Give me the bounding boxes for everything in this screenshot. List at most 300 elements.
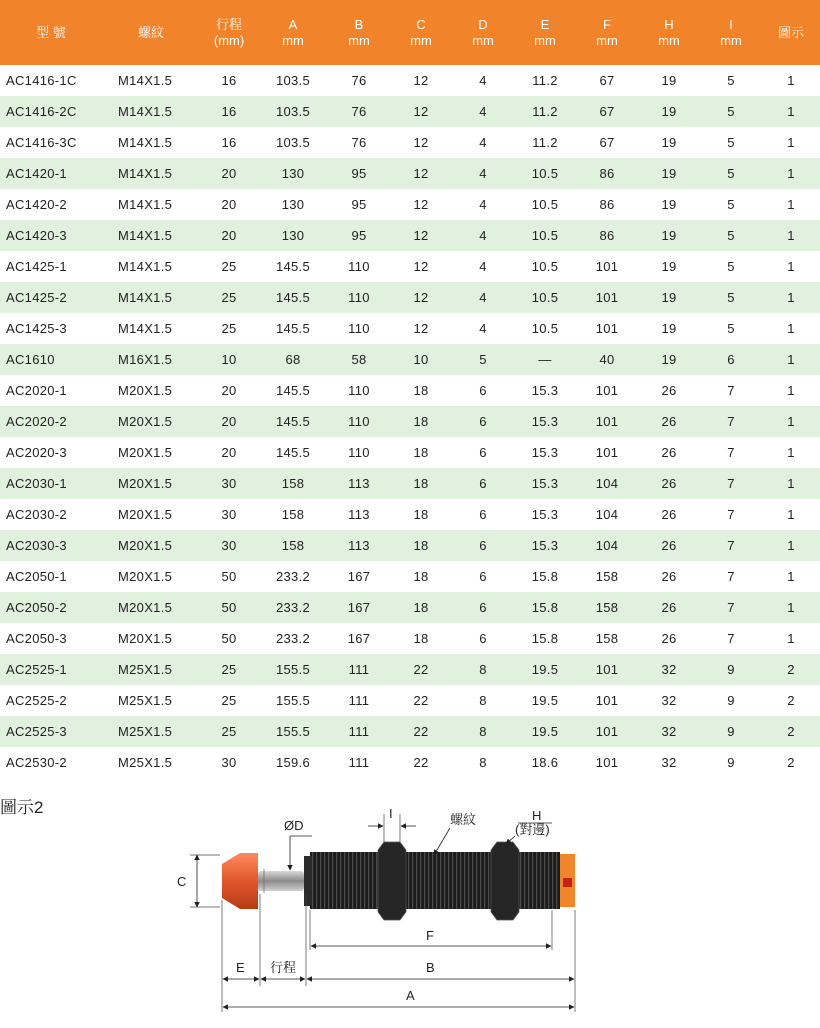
model-cell: AC2050-1 [6, 569, 67, 584]
model-cell: AC2050-3 [6, 631, 67, 646]
table-row [0, 282, 820, 313]
c-cell: 18 [413, 383, 429, 398]
h-cell: 19 [638, 344, 700, 375]
a-cell: 155.5 [258, 654, 328, 685]
stroke-cell: 20 [200, 406, 258, 437]
f-cell: 101 [595, 383, 619, 398]
d-cell: 6 [479, 445, 487, 460]
column-header-unit: mm [658, 32, 680, 48]
e-cell: 15.3 [514, 468, 576, 499]
column-header-unit: mm [348, 32, 370, 48]
column-header-label: 行程 [215, 16, 242, 32]
c-cell: 18 [413, 631, 429, 646]
table-row [0, 375, 820, 406]
c-cell: 22 [413, 755, 429, 770]
b-cell: 95 [328, 220, 390, 251]
h-cell: 26 [661, 383, 677, 398]
c-cell: 18 [413, 445, 429, 460]
stroke-cell: 25 [221, 259, 237, 274]
h-cell: 26 [638, 468, 700, 499]
table-row [0, 406, 820, 437]
shock-absorber-diagram [160, 800, 600, 1025]
figure-cell: 1 [762, 406, 820, 437]
h-cell: 19 [638, 282, 700, 313]
e-cell: 15.3 [514, 406, 576, 437]
lock-nut-1 [378, 842, 406, 920]
model-cell: AC1425-2 [0, 282, 102, 313]
model-cell: AC1425-3 [6, 321, 67, 336]
model-cell: AC2050-2 [0, 592, 102, 623]
thread-cell: M20X1.5 [102, 406, 200, 437]
c-cell: 18 [390, 592, 452, 623]
e-cell: 11.2 [532, 73, 558, 88]
i-cell: 5 [700, 220, 762, 251]
a-cell: 155.5 [258, 716, 328, 747]
thread-cell: M14X1.5 [102, 96, 200, 127]
f-cell: 67 [576, 96, 638, 127]
stroke-cell: 16 [221, 135, 237, 150]
d-cell: 8 [479, 755, 487, 770]
column-header [762, 0, 820, 65]
column-header-label: F [603, 16, 611, 32]
h-cell: 32 [638, 654, 700, 685]
column-header [700, 0, 762, 65]
h-cell: 19 [661, 259, 677, 274]
column-header [328, 0, 390, 65]
stroke-cell: 30 [200, 468, 258, 499]
i-cell: 7 [727, 507, 735, 522]
e-cell: 10.5 [531, 197, 559, 212]
column-header-unit: mm [410, 32, 432, 48]
h-cell: 26 [661, 445, 677, 460]
model-cell: AC1610 [0, 344, 102, 375]
column-header-label: C [416, 16, 426, 32]
a-cell: 145.5 [275, 445, 311, 460]
i-cell: 7 [700, 530, 762, 561]
table-header-row [0, 0, 820, 65]
e-cell: 18.6 [531, 755, 559, 770]
column-header-label: 型 號 [36, 24, 66, 40]
thread-cell: M14X1.5 [118, 197, 173, 212]
h-cell: 26 [661, 631, 677, 646]
c-cell: 12 [413, 259, 429, 274]
column-header [200, 0, 258, 65]
d-cell: 6 [452, 406, 514, 437]
stroke-cell: 30 [221, 507, 237, 522]
h-cell: 19 [638, 158, 700, 189]
d-cell: 4 [479, 259, 487, 274]
e-cell: 15.8 [531, 631, 559, 646]
c-cell: 12 [413, 321, 429, 336]
c-cell: 18 [413, 569, 429, 584]
b-cell: 113 [348, 507, 370, 522]
column-header-label: H [664, 16, 674, 32]
table-row [0, 313, 820, 344]
i-cell: 5 [727, 135, 735, 150]
model-cell: AC1420-1 [0, 158, 102, 189]
table-row [0, 344, 820, 375]
f-cell: 104 [595, 507, 619, 522]
h-cell: 26 [638, 406, 700, 437]
e-cell: 15.3 [531, 445, 559, 460]
c-cell: 12 [413, 73, 429, 88]
a-cell: 158 [258, 468, 328, 499]
column-header-label: E [540, 16, 550, 32]
e-cell: 19.5 [531, 693, 559, 708]
b-cell: 95 [328, 158, 390, 189]
model-cell: AC2030-3 [0, 530, 102, 561]
b-cell: 110 [348, 259, 370, 274]
d-cell: 4 [452, 220, 514, 251]
h-cell: 19 [661, 135, 677, 150]
column-header [576, 0, 638, 65]
b-cell: 111 [348, 693, 370, 708]
f-cell: 101 [576, 654, 638, 685]
d-cell: 4 [479, 135, 487, 150]
f-cell: 67 [599, 73, 615, 88]
column-header-unit: mm [534, 32, 556, 48]
column-header [390, 0, 452, 65]
figure-cell: 2 [762, 654, 820, 685]
figure-cell: 1 [762, 220, 820, 251]
thread-cell: M20X1.5 [102, 468, 200, 499]
f-cell: 104 [576, 468, 638, 499]
f-cell: 67 [599, 135, 615, 150]
thread-cell: M25X1.5 [102, 716, 200, 747]
figure-cell: 2 [762, 716, 820, 747]
thread-cell: M25X1.5 [102, 654, 200, 685]
model-cell: AC2030-2 [6, 507, 67, 522]
b-cell: 110 [348, 445, 370, 460]
h-cell: 19 [661, 73, 677, 88]
table-row [0, 127, 820, 158]
table-row [0, 189, 820, 220]
b-cell: 113 [328, 468, 390, 499]
b-cell: 167 [328, 592, 390, 623]
thread-cell: M25X1.5 [118, 755, 173, 770]
thread-cell: M14X1.5 [118, 259, 173, 274]
label-i: I [389, 806, 393, 821]
i-cell: 5 [700, 282, 762, 313]
stroke-cell: 50 [221, 569, 237, 584]
table-row [0, 530, 820, 561]
table-row [0, 499, 820, 530]
i-cell: 5 [700, 96, 762, 127]
e-cell: 15.3 [514, 530, 576, 561]
e-cell: 19.5 [514, 716, 576, 747]
figure-cell: 1 [787, 73, 795, 88]
stroke-cell: 25 [221, 321, 237, 336]
figure-cell: 1 [762, 158, 820, 189]
c-cell: 12 [390, 96, 452, 127]
a-cell: 233.2 [275, 569, 311, 584]
f-cell: 40 [576, 344, 638, 375]
f-cell: 101 [595, 445, 619, 460]
f-cell: 101 [595, 259, 619, 274]
h-cell: 26 [661, 569, 677, 584]
c-cell: 18 [390, 468, 452, 499]
e-cell: 10.5 [531, 259, 559, 274]
f-cell: 86 [599, 197, 615, 212]
column-header-label: B [354, 16, 364, 32]
thread-cell: M20X1.5 [102, 592, 200, 623]
f-cell: 104 [576, 530, 638, 561]
e-cell: 11.2 [532, 135, 558, 150]
table-row [0, 65, 820, 96]
a-cell: 145.5 [258, 282, 328, 313]
model-cell: AC2030-1 [0, 468, 102, 499]
e-cell: 15.8 [531, 569, 559, 584]
table-row [0, 468, 820, 499]
thread-cell: M14X1.5 [102, 158, 200, 189]
stroke-cell: 50 [221, 631, 237, 646]
i-cell: 9 [727, 755, 735, 770]
i-cell: 7 [727, 383, 735, 398]
stroke-cell: 20 [200, 158, 258, 189]
thread-cell: M14X1.5 [118, 135, 173, 150]
thread-cell: M20X1.5 [102, 530, 200, 561]
label-thread: 螺紋 [450, 812, 477, 827]
column-header-label: 圖示 [777, 24, 804, 40]
i-cell: 9 [727, 693, 735, 708]
threaded-body [310, 852, 560, 909]
model-cell: AC1420-3 [0, 220, 102, 251]
stroke-cell: 50 [200, 592, 258, 623]
figure-cell: 2 [787, 693, 795, 708]
f-cell: 158 [595, 569, 619, 584]
table-row [0, 623, 820, 654]
table-row [0, 220, 820, 251]
a-cell: 158 [258, 530, 328, 561]
i-cell: 7 [700, 406, 762, 437]
stroke-cell: 20 [221, 445, 237, 460]
i-cell: 9 [700, 716, 762, 747]
column-header [514, 0, 576, 65]
i-cell: 5 [727, 73, 735, 88]
b-cell: 167 [347, 569, 371, 584]
d-cell: 4 [479, 197, 487, 212]
label-f: F [426, 928, 434, 943]
d-cell: 6 [452, 592, 514, 623]
h-cell: 19 [661, 321, 677, 336]
d-cell: 8 [479, 693, 487, 708]
d-cell: 6 [479, 383, 487, 398]
f-cell: 158 [576, 592, 638, 623]
d-cell: 8 [452, 716, 514, 747]
e-cell: 10.5 [514, 158, 576, 189]
a-cell: 145.5 [275, 259, 311, 274]
e-cell: 15.3 [531, 383, 559, 398]
b-cell: 58 [328, 344, 390, 375]
table-body [0, 65, 820, 778]
f-cell: 86 [576, 220, 638, 251]
column-header [258, 0, 328, 65]
b-cell: 167 [347, 631, 371, 646]
model-cell: AC1416-3C [6, 135, 77, 150]
c-cell: 12 [413, 135, 429, 150]
e-cell: 10.5 [514, 220, 576, 251]
b-cell: 113 [328, 530, 390, 561]
lock-nut-2 [491, 842, 519, 920]
model-cell: AC1420-2 [6, 197, 67, 212]
figure-cell: 1 [787, 507, 795, 522]
figure-cell: 1 [787, 383, 795, 398]
thread-cell: M20X1.5 [118, 445, 173, 460]
table-row [0, 251, 820, 282]
column-header [0, 0, 102, 65]
b-cell: 110 [328, 406, 390, 437]
figure-cell: 1 [787, 569, 795, 584]
figure-cell: 1 [787, 631, 795, 646]
b-cell: 110 [328, 282, 390, 313]
table-row [0, 654, 820, 685]
a-cell: 68 [258, 344, 328, 375]
thread-cell: M20X1.5 [118, 631, 173, 646]
figure-cell: 1 [762, 282, 820, 313]
piston-rod [258, 871, 304, 891]
stroke-cell: 25 [221, 693, 237, 708]
thread-cell: M14X1.5 [102, 282, 200, 313]
d-cell: 4 [479, 321, 487, 336]
b-cell: 95 [351, 197, 367, 212]
e-cell: 15.8 [514, 592, 576, 623]
h-cell: 19 [661, 197, 677, 212]
c-cell: 22 [390, 654, 452, 685]
h-cell: 26 [661, 507, 677, 522]
b-cell: 76 [351, 135, 367, 150]
column-header-label: A [288, 16, 298, 32]
model-cell: AC2020-2 [0, 406, 102, 437]
d-cell: 6 [479, 631, 487, 646]
i-cell: 5 [700, 158, 762, 189]
column-header [102, 0, 200, 65]
i-cell: 7 [700, 468, 762, 499]
d-cell: 6 [452, 530, 514, 561]
table-row [0, 158, 820, 189]
figure-cell: 1 [787, 445, 795, 460]
b-cell: 111 [328, 716, 390, 747]
e-cell: — [514, 344, 576, 375]
a-cell: 130 [258, 158, 328, 189]
d-cell: 6 [452, 468, 514, 499]
b-cell: 110 [348, 383, 370, 398]
model-cell: AC2530-2 [6, 755, 67, 770]
figure-cell: 1 [787, 259, 795, 274]
column-header-label: 螺紋 [137, 24, 164, 40]
stroke-cell: 25 [200, 282, 258, 313]
b-cell: 76 [351, 73, 367, 88]
label-c: C [177, 874, 187, 889]
model-cell: AC2525-3 [0, 716, 102, 747]
f-cell: 86 [576, 158, 638, 189]
a-cell: 155.5 [275, 693, 311, 708]
model-cell: AC2020-3 [6, 445, 67, 460]
h-cell: 32 [661, 755, 677, 770]
column-header-unit: mm [720, 32, 742, 48]
stroke-cell: 10 [200, 344, 258, 375]
a-cell: 103.5 [258, 96, 328, 127]
i-cell: 7 [727, 569, 735, 584]
stroke-cell: 16 [221, 73, 237, 88]
model-cell: AC1416-1C [6, 73, 77, 88]
figure-cell: 1 [762, 468, 820, 499]
label-b: B [426, 960, 435, 975]
c-cell: 12 [413, 197, 429, 212]
i-cell: 7 [700, 592, 762, 623]
figure-cell: 1 [787, 135, 795, 150]
c-cell: 12 [390, 220, 452, 251]
b-cell: 110 [348, 321, 370, 336]
f-cell: 158 [595, 631, 619, 646]
table-row [0, 592, 820, 623]
column-header-unit: mm [282, 32, 304, 48]
e-cell: 11.2 [514, 96, 576, 127]
f-cell: 101 [595, 321, 619, 336]
b-cell: 76 [328, 96, 390, 127]
thread-cell: M20X1.5 [118, 507, 173, 522]
model-cell: AC1416-2C [0, 96, 102, 127]
f-cell: 101 [595, 693, 619, 708]
label-stroke: 行程 [270, 960, 297, 975]
d-cell: 4 [452, 158, 514, 189]
stroke-cell: 25 [200, 654, 258, 685]
thread-cell: M14X1.5 [102, 220, 200, 251]
i-cell: 7 [727, 631, 735, 646]
c-cell: 18 [413, 507, 429, 522]
model-cell: AC2020-1 [6, 383, 67, 398]
a-cell: 145.5 [258, 406, 328, 437]
d-cell: 6 [479, 507, 487, 522]
a-cell: 130 [258, 220, 328, 251]
c-cell: 12 [390, 158, 452, 189]
column-header-label: D [478, 16, 488, 32]
thread-cell: M20X1.5 [118, 569, 173, 584]
c-cell: 22 [390, 716, 452, 747]
a-cell: 233.2 [275, 631, 311, 646]
a-cell: 233.2 [258, 592, 328, 623]
stroke-cell: 16 [200, 96, 258, 127]
column-header-unit: (mm) [213, 32, 245, 48]
label-a: A [406, 988, 415, 1003]
column-header-unit: mm [596, 32, 618, 48]
h-cell: 32 [638, 716, 700, 747]
b-cell: 111 [328, 654, 390, 685]
a-cell: 145.5 [275, 383, 311, 398]
table-row [0, 747, 820, 778]
model-cell: AC2525-1 [0, 654, 102, 685]
table-row [0, 685, 820, 716]
a-cell: 130 [281, 197, 305, 212]
f-cell: 101 [576, 406, 638, 437]
h-cell: 19 [638, 220, 700, 251]
column-header [638, 0, 700, 65]
figure-cell: 1 [762, 530, 820, 561]
thread-cell: M20X1.5 [118, 383, 173, 398]
label-d: ØD [284, 818, 304, 833]
figure-cell: 1 [762, 344, 820, 375]
column-header [452, 0, 514, 65]
column-header-label: I [729, 16, 733, 32]
f-cell: 101 [595, 755, 619, 770]
i-cell: 6 [700, 344, 762, 375]
stroke-cell: 25 [200, 716, 258, 747]
a-cell: 158 [281, 507, 305, 522]
stroke-cell: 20 [221, 197, 237, 212]
table-row [0, 96, 820, 127]
table-row [0, 716, 820, 747]
figure-cell: 1 [787, 321, 795, 336]
thread-cell: M14X1.5 [118, 73, 173, 88]
